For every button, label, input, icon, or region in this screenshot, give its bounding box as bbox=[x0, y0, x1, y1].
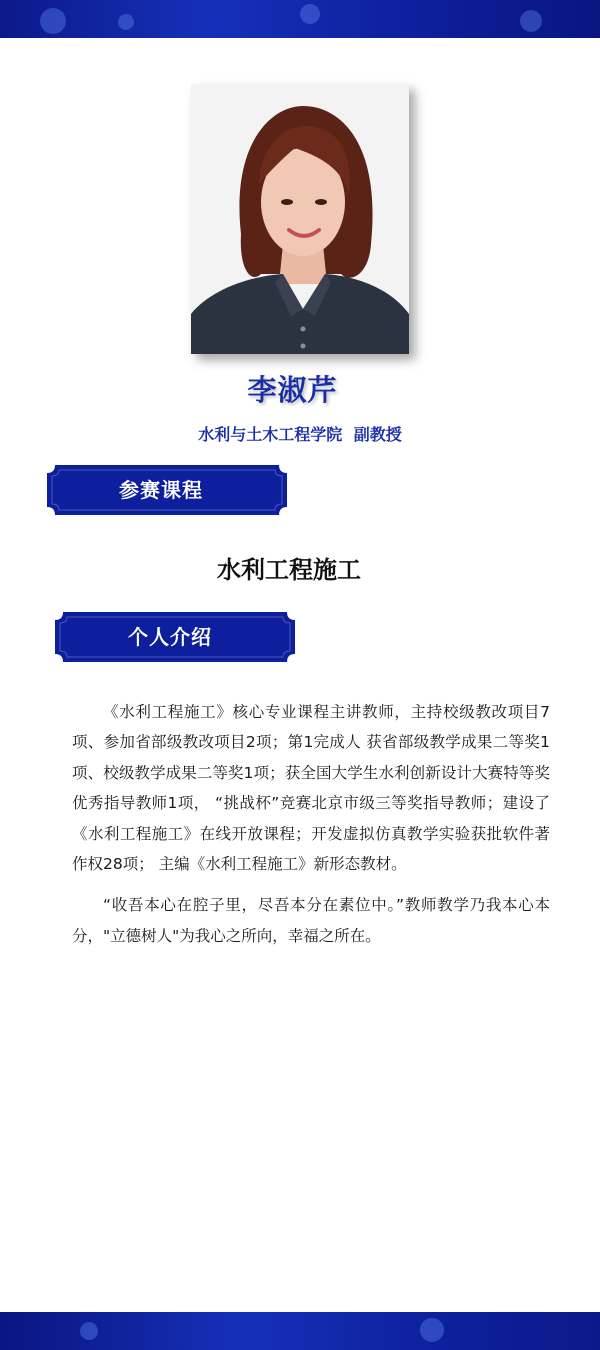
bokeh-dot bbox=[80, 1322, 98, 1340]
portrait-photo bbox=[191, 84, 409, 354]
bokeh-dot bbox=[420, 1318, 444, 1342]
bottom-decorative-band bbox=[0, 1312, 600, 1350]
intro-paragraph-2: “收吾本心在腔子里，尽吾本分在素位中。”教师教学乃我本心本分，"立德树人"为我心之所向，幸福之所在。 bbox=[72, 896, 550, 945]
intro-section-banner bbox=[55, 612, 295, 662]
teacher-name: 李淑芹 bbox=[247, 373, 338, 407]
top-decorative-band bbox=[0, 0, 600, 38]
portrait-illustration bbox=[191, 84, 409, 354]
intro-text bbox=[72, 697, 550, 951]
course-section-heading: 参赛课程 bbox=[119, 478, 203, 502]
bokeh-dot bbox=[40, 8, 66, 34]
intro-section-heading: 个人介绍 bbox=[128, 625, 212, 649]
teacher-affiliation: 水利与土木工程学院 副教授 bbox=[198, 425, 402, 444]
bokeh-dot bbox=[300, 4, 320, 24]
course-name: 水利工程施工 bbox=[217, 556, 361, 584]
bokeh-dot bbox=[520, 10, 542, 32]
bokeh-dot bbox=[118, 14, 134, 30]
course-section-banner bbox=[47, 465, 287, 515]
intro-paragraph-1: 《水利工程施工》核心专业课程主讲教师，主持校级教改项目7 项、参加省部级教改项目2项；第1完成人 获省部级教学成果二等奖1项、校级教学成果二等奖1项；获全国大学生水利创新设计大赛特等奖优秀指导教师1项， “挑战杯”竞赛北京市级三等奖指导教师；建设了《水利工程施工》在线开放课程；开发虚拟仿真教学实验获批软件著作权28项； 主编《水利工程施工》新形态教材。 bbox=[72, 703, 550, 874]
